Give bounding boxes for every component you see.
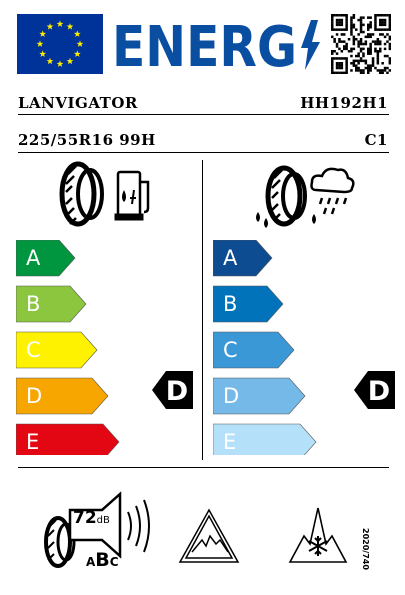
wet-grip-label-a: A xyxy=(223,246,238,270)
noise-class-letter-active: B xyxy=(95,549,110,571)
energy-word: ENERG xyxy=(112,16,297,74)
fuel-efficiency-label-a: A xyxy=(26,246,41,270)
three-peak-mountain-snowflake-icon xyxy=(288,506,348,564)
wet-grip-label-e: E xyxy=(223,430,237,454)
divider-line xyxy=(18,152,389,153)
fuel-efficiency-label-c: C xyxy=(26,338,41,362)
noise-unit: dB xyxy=(96,515,110,526)
wet-grip-label-b: B xyxy=(223,292,238,316)
fuel-efficiency-label-d: D xyxy=(26,384,43,408)
wet-grip-class-indicator xyxy=(354,371,395,409)
divider-line xyxy=(18,114,389,115)
tyre-fuel-pump-icon xyxy=(58,160,158,228)
fuel-efficiency-class: D xyxy=(165,376,189,407)
tyre-size: 225/55R16 99H xyxy=(18,131,156,149)
wet-grip-label-c: C xyxy=(223,338,238,362)
tyre-rain-cloud-icon xyxy=(248,160,358,228)
fuel-efficiency-arrow-a xyxy=(16,240,75,276)
column-divider xyxy=(202,160,203,460)
fuel-efficiency-label-e: E xyxy=(26,430,40,454)
fuel-efficiency-class-indicator xyxy=(152,371,193,409)
wet-grip-scale xyxy=(213,240,393,455)
mountain-ice-icon xyxy=(178,508,240,564)
noise-class-letter: A xyxy=(86,555,96,569)
tyre-class: C1 xyxy=(364,131,388,149)
qr-code[interactable] xyxy=(331,14,391,74)
wet-grip-label-d: D xyxy=(223,384,240,408)
wet-grip-arrow-a xyxy=(213,240,272,276)
energy-logo xyxy=(112,16,324,74)
eu-flag xyxy=(17,14,103,74)
brand-name: LANVIGATOR xyxy=(18,94,138,112)
noise-class-letter: C xyxy=(109,555,119,569)
divider-line xyxy=(18,467,389,468)
noise-value: 72 xyxy=(73,508,97,528)
energy-bolt-icon xyxy=(301,20,320,70)
tyre-model: HH192H1 xyxy=(300,94,388,112)
wet-grip-class: D xyxy=(367,376,391,407)
noise-class-letters xyxy=(86,550,119,572)
fuel-efficiency-scale xyxy=(16,240,196,455)
regulation-number: 2020/740 xyxy=(361,528,370,570)
fuel-efficiency-label-b: B xyxy=(26,292,41,316)
